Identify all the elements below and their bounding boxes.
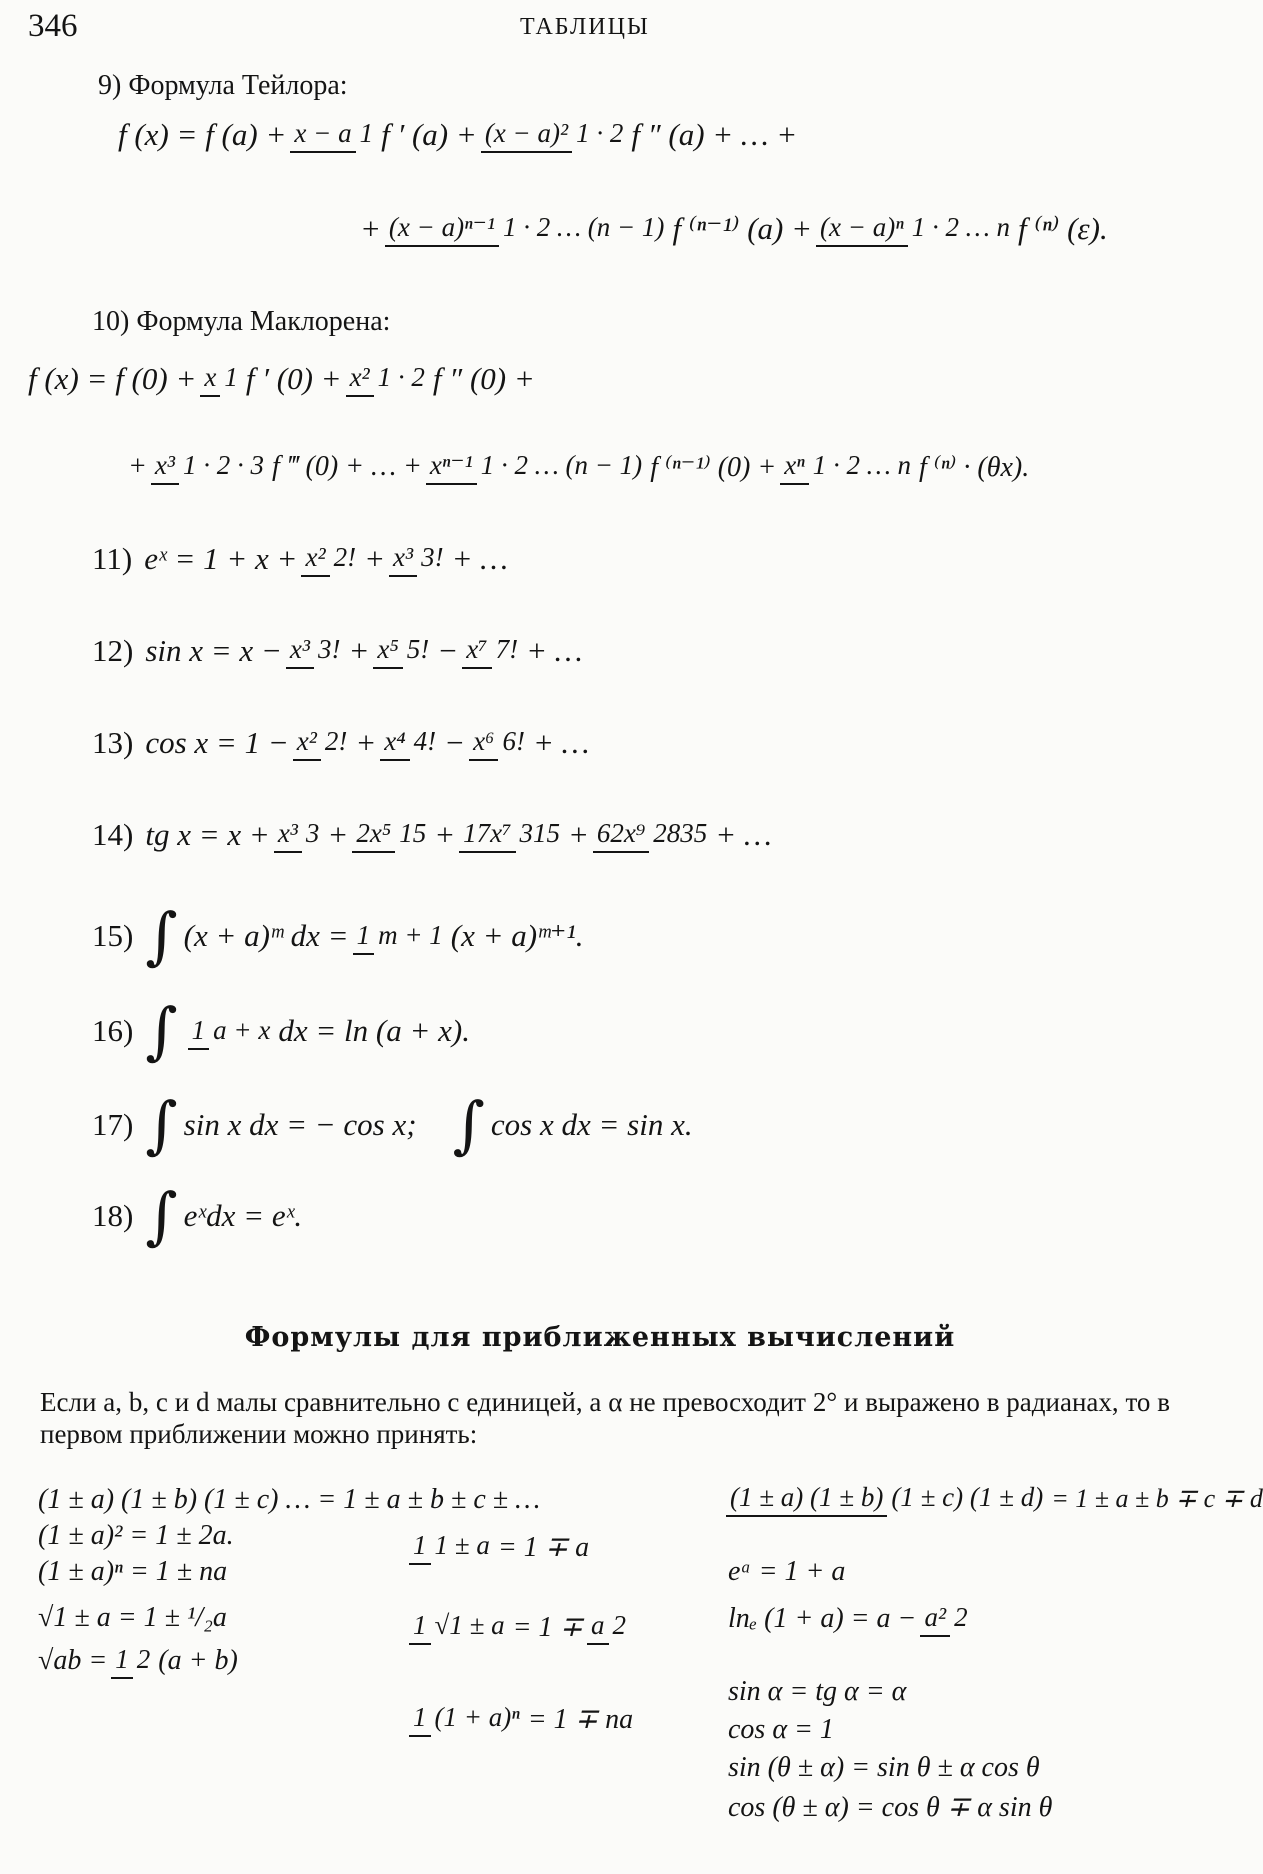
formula-integral-16: 16) ∫ 1 a + x dx = ln (a + x). (92, 994, 470, 1067)
fraction: a² 2 (920, 1600, 971, 1637)
approx-sin-tg: sin α = tg α = α (728, 1676, 907, 1707)
intro-paragraph: Если a, b, c и d малы сравнительно с единицей, а α не превосходит 2° и выражено в радианах, то в первом приближении можно принять: (40, 1387, 1170, 1449)
approx-quotient: (1 ± a) (1 ± b) (1 ± c) (1 ± d) = 1 ± a ± b ∓ c ∓ d (722, 1480, 1263, 1517)
approx-ln: lnₑ (1 + a) = a − a² 2 (728, 1600, 976, 1637)
fraction: x² 2! (293, 724, 352, 761)
fraction: (x − a)ⁿ 1 · 2 … n (816, 210, 1014, 247)
integral-sign: ∫ (145, 994, 178, 1067)
fraction: 1 (1 + a)ⁿ (409, 1700, 524, 1737)
fraction: x⁴ 4! (380, 724, 440, 761)
page-number: 346 (28, 8, 78, 44)
integral-sign: ∫ (452, 1088, 485, 1161)
fraction: a 2 (587, 1608, 630, 1645)
fraction: 62x⁹ 2835 (593, 816, 711, 853)
fraction: (x − a)² 1 · 2 (481, 116, 628, 153)
fraction: x² 2! (301, 540, 360, 577)
formula-integral-17: 17) ∫ sin x dx = − cos x; ∫ cos x dx = sin x. (92, 1088, 693, 1161)
formula-cos-series: 13) cos x = 1 − x² 2! + x⁴ 4! − x⁶ 6! + … (92, 724, 590, 760)
approx-product: (1 ± a) (1 ± b) (1 ± c) … = 1 ± a ± b ± c ± … (38, 1484, 541, 1515)
section-title: Формулы для приближенных вычислений (244, 1322, 956, 1353)
fraction: xⁿ 1 · 2 … n (780, 448, 915, 485)
approx-exp: eᵃ = 1 + a (728, 1556, 846, 1587)
fraction: (x − a)ⁿ⁻¹ 1 · 2 … (n − 1) (385, 210, 669, 247)
approx-cos-sum: cos (θ ± α) = cos θ ∓ α sin θ (728, 1792, 1053, 1823)
formula-sin-series: 12) sin x = x − x³ 3! + x⁵ 5! − x⁷ 7! + … (92, 632, 583, 668)
approx-reciprocal: 1 1 ± a = 1 ∓ a (405, 1528, 589, 1565)
taylor-formula-line-2: + (x − a)ⁿ⁻¹ 1 · 2 … (n − 1) f ⁽ⁿ⁻¹⁾ (a) + (x − a)ⁿ 1 · 2 … n f ⁽ⁿ⁾ (ε). (360, 210, 1108, 246)
fraction: 2x⁵ 15 (352, 816, 430, 853)
formula-exp-series: 11) eˣ = 1 + x + x² 2! + x³ 3! + … (92, 540, 508, 576)
approx-power: (1 ± a)ⁿ = 1 ± na (38, 1556, 228, 1587)
fraction: x³ 3! (389, 540, 448, 577)
formula-integral-15: 15) ∫ (x + a)ᵐ dx = 1 m + 1 (x + a)ᵐ⁺¹. (92, 899, 584, 972)
integral-sign: ∫ (145, 1088, 178, 1161)
approx-reciprocal-power: 1 (1 + a)ⁿ = 1 ∓ na (405, 1700, 633, 1737)
formula-integral-18: 18) ∫ eˣdx = eˣ. (92, 1179, 303, 1252)
integral-sign: ∫ (145, 1179, 178, 1252)
fraction: xⁿ⁻¹ 1 · 2 … (n − 1) (426, 448, 646, 485)
approx-square: (1 ± a)² = 1 ± 2a. (38, 1520, 234, 1551)
fraction: 1 1 ± a (409, 1528, 494, 1565)
taylor-label: 9) Формула Тейлора: (98, 70, 348, 101)
fraction: x³ 3 (274, 816, 324, 853)
fraction: x − a 1 (290, 116, 377, 153)
fraction: x² 1 · 2 (346, 360, 429, 397)
fraction: 1 m + 1 (353, 918, 447, 955)
fraction: 1 2 (111, 1642, 154, 1679)
fraction: x⁷ 7! (462, 632, 522, 669)
fraction: 17x⁷ 315 (459, 816, 564, 853)
fraction: x⁵ 5! (373, 632, 433, 669)
fraction: x⁶ 6! (469, 724, 529, 761)
approx-cos: cos α = 1 (728, 1714, 834, 1745)
maclaurin-label: 10) Формула Маклорена: (92, 306, 391, 337)
running-head: ТАБЛИЦЫ (520, 14, 650, 40)
maclaurin-formula-line-2: + x³ 1 · 2 · 3 f ‴ (0) + … + xⁿ⁻¹ 1 · 2 … (n − 1) f ⁽ⁿ⁻¹⁾ (0) + xⁿ 1 · 2 … n f ⁽ⁿ⁾ · (θx). (128, 448, 1029, 485)
fraction: x³ 3! (286, 632, 345, 669)
maclaurin-formula-line-1: f (x) = f (0) + x 1 f ′ (0) + x² 1 · 2 f ″ (0) + (28, 360, 535, 396)
fraction: 1 √1 ± a (409, 1608, 509, 1645)
fraction: x³ 1 · 2 · 3 (151, 448, 268, 485)
fraction: 1 a + x (188, 1013, 275, 1050)
approx-sqrt-ab: √ab = 1 2 (a + b) (38, 1642, 238, 1679)
formula-tg-series: 14) tg x = x + x³ 3 + 2x⁵ 15 + 17x⁷ 315 + 62x⁹ 2835 + … (92, 816, 772, 852)
fraction: x 1 (200, 360, 241, 397)
taylor-formula-line-1: f (x) = f (a) + x − a 1 f ′ (a) + (x − a)² 1 · 2 f ″ (a) + … + (118, 116, 798, 152)
approx-sqrt: √1 ± a = 1 ± ¹/₂a (38, 1602, 227, 1633)
integral-sign: ∫ (145, 899, 178, 972)
approx-reciprocal-sqrt: 1 √1 ± a = 1 ∓ a 2 (405, 1608, 634, 1645)
fraction: (1 ± a) (1 ± b) (1 ± c) (1 ± d) (726, 1480, 1047, 1517)
approx-sin-sum: sin (θ ± α) = sin θ ± α cos θ (728, 1752, 1040, 1783)
